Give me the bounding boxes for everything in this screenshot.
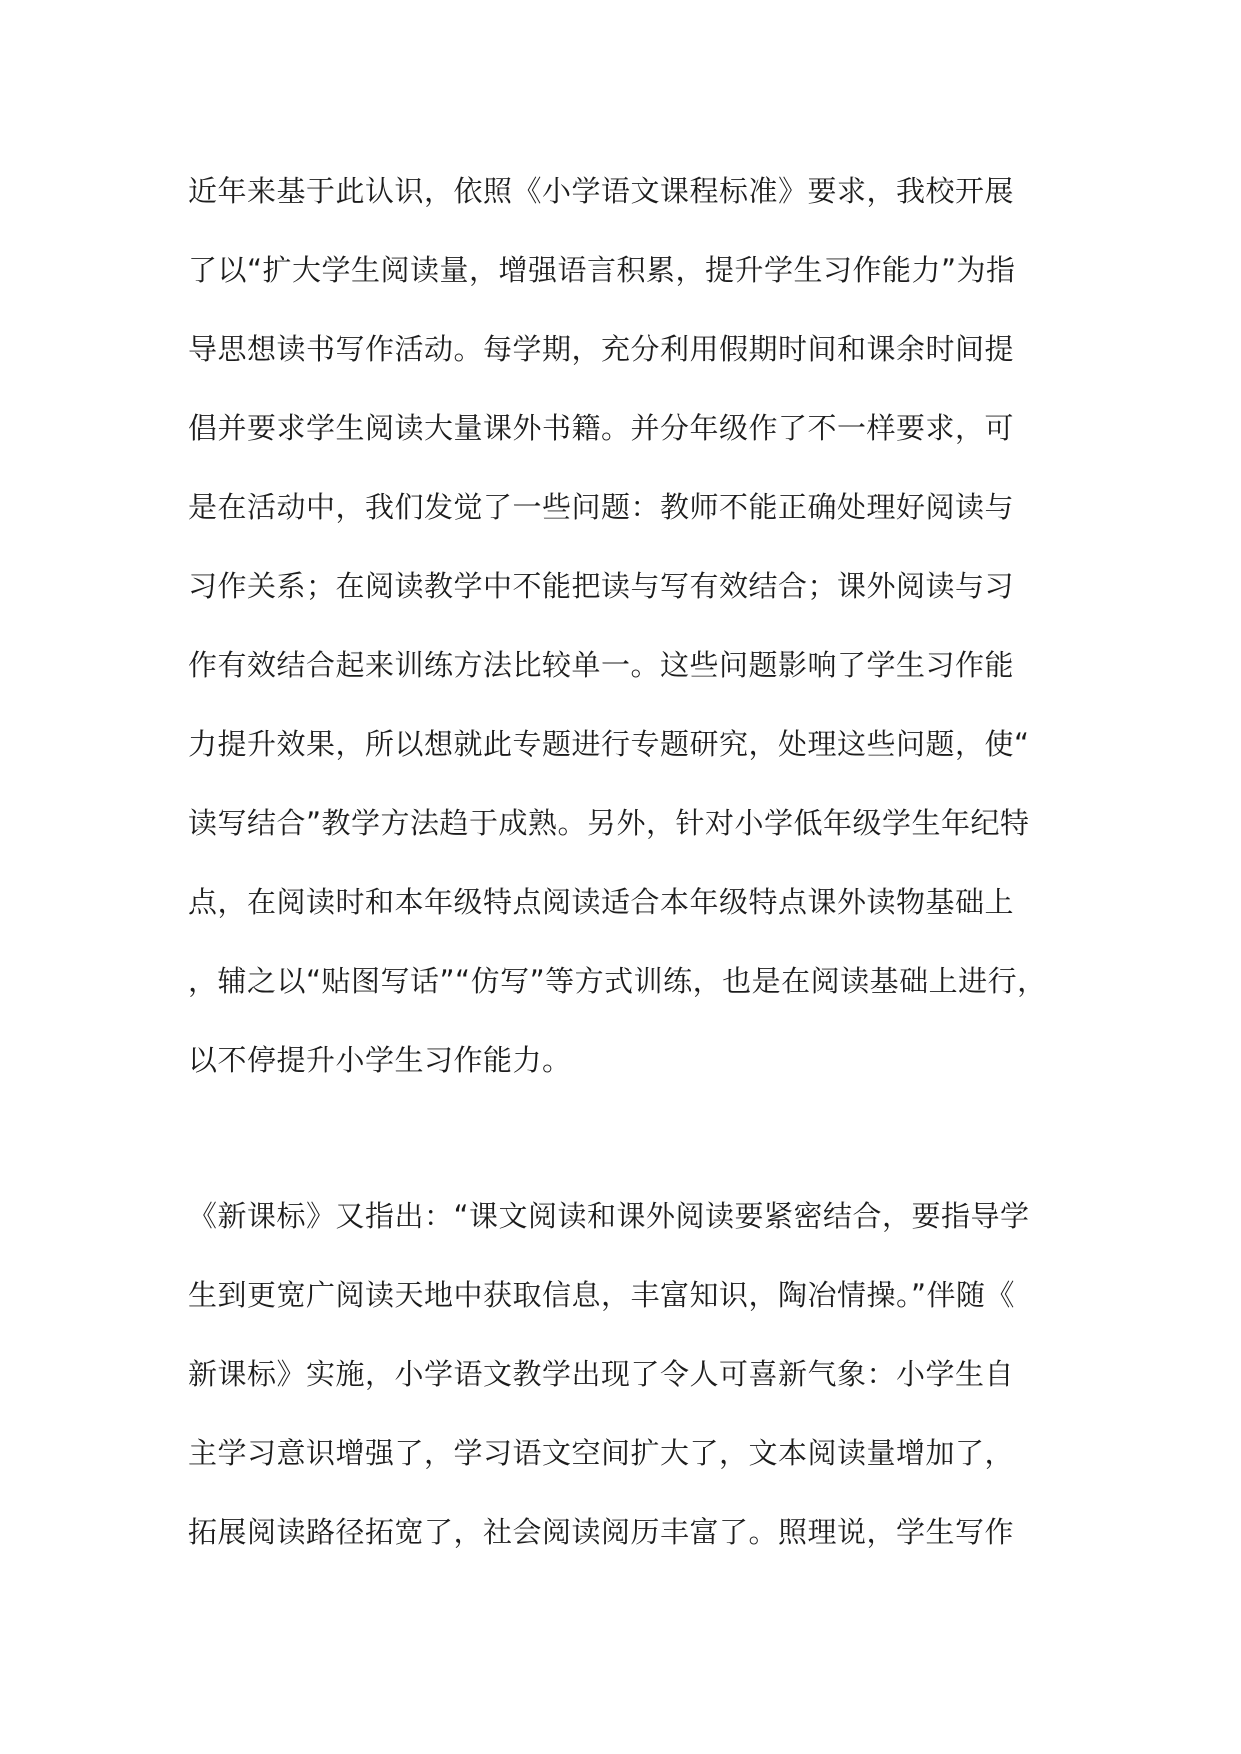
text-line: 以不停提升小学生习作能力。 [188, 1043, 572, 1077]
paragraph-new-curriculum-standard [188, 1177, 1068, 1572]
text-line: 读写结合”教学方法趋于成熟。另外，针对小学低年级学生年纪特 [188, 806, 1030, 840]
text-line: 拓展阅读路径拓宽了，社会阅读阅历丰富了。照理说，学生写作 [188, 1515, 1015, 1549]
text-line: 近年来基于此认识，依照《小学语文课程标准》要求，我校开展 [188, 174, 1015, 208]
text-line: 导思想读书写作活动。每学期，充分利用假期时间和课余时间提 [188, 332, 1015, 366]
text-line: 《新课标》又指出：“课文阅读和课外阅读要紧密结合，要指导学 [188, 1199, 1030, 1233]
text-line: 习作关系；在阅读教学中不能把读与写有效结合；课外阅读与习 [188, 569, 1015, 603]
text-line: 了以“扩大学生阅读量，增强语言积累，提升学生习作能力”为指 [188, 253, 1016, 287]
paragraph-reading-writing-activity [188, 152, 1068, 1100]
text-line: 倡并要求学生阅读大量课外书籍。并分年级作了不一样要求，可 [188, 411, 1015, 445]
text-line: 主学习意识增强了，学习语文空间扩大了，文本阅读量增加了， [188, 1436, 1015, 1470]
text-line: 生到更宽广阅读天地中获取信息，丰富知识，陶冶情操。”伴随《 [188, 1278, 1016, 1312]
text-line: 是在活动中，我们发觉了一些问题：教师不能正确处理好阅读与 [188, 490, 1015, 524]
text-line: 作有效结合起来训练方法比较单一。这些问题影响了学生习作能 [188, 648, 1015, 682]
text-line: ，辅之以“贴图写话”“仿写”等方式训练，也是在阅读基础上进行， [188, 964, 1047, 998]
text-line: 点，在阅读时和本年级特点阅读适合本年级特点课外读物基础上 [188, 885, 1015, 919]
text-line: 新课标》实施，小学语文教学出现了令人可喜新气象：小学生自 [188, 1357, 1015, 1391]
text-line: 力提升效果，所以想就此专题进行专题研究，处理这些问题，使“ [188, 727, 1030, 761]
